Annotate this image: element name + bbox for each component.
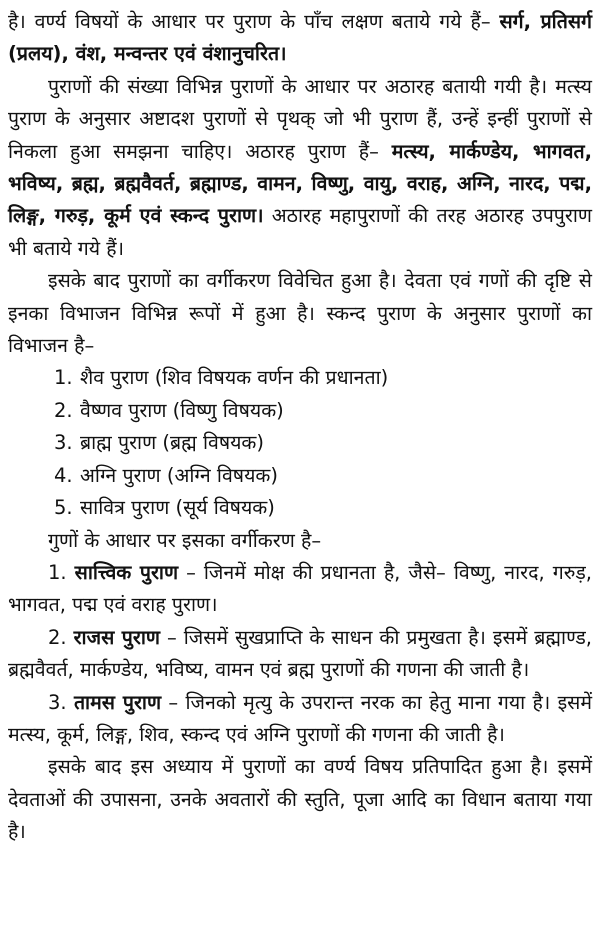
list-number: 2. [54, 398, 73, 422]
guna-text: – जिसमें सुखप्राप्ति के साधन की प्रमुखता है। इसमें ब्रह्माण्ड, ब्रह्मवैवर्त, मार्कण्डेय, भविष्य, वामन एवं ब्रह्म पुराणों की गणना की जाती है। [8, 625, 592, 682]
guna-title: सात्त्विक पुराण [74, 560, 179, 584]
list-item [54, 395, 592, 427]
list-text: अग्नि पुराण (अग्नि विषयक) [80, 463, 278, 487]
list-text: वैष्णव पुराण (विष्णु विषयक) [80, 398, 284, 422]
list-text: शैव पुराण (शिव विषयक वर्णन की प्रधानता) [80, 366, 389, 390]
list-number: 1. [54, 366, 73, 390]
list-text: ब्राह्म पुराण (ब्रह्म विषयक) [80, 431, 265, 455]
paragraph-text: है। वर्ण्य विषयों के आधार पर पुराण के पाँच लक्षण बताये गये हैं– [8, 10, 500, 33]
paragraph-subject-matter [8, 751, 592, 848]
paragraph-text: इसके बाद इस अध्याय में पुराणों का वर्ण्य विषय प्रतिपादित हुआ है। इसमें देवताओं की उपासना, उनके अवतारों की स्तुति, पूजा आदि का विधान बताया गया है। [8, 755, 592, 844]
bold-purana-list: मत्स्य, मार्कण्डेय, भागवत, भविष्य, ब्रह्म, ब्रह्मवैवर्त, ब्रह्माण्ड, वामन, विष्णु, वायु, वराह, अग्नि, नारद, पद्म, लिङ्ग, गरुड़, कूर्म एवं स्कन्द पुराण। [8, 139, 592, 228]
list-number: 3. [54, 431, 73, 455]
paragraph-purana-count [8, 71, 592, 265]
paragraph-text: अठारह महापुराणों की तरह अठारह उपपुराण भी बताये गये हैं। [8, 204, 592, 260]
guna-item-sattvik [8, 557, 592, 622]
guna-item-rajas [8, 622, 592, 687]
paragraph-classification [8, 265, 592, 362]
deity-classification-list [8, 362, 592, 524]
paragraph-guna-intro [8, 525, 592, 557]
paragraph-text: इसके बाद पुराणों का वर्गीकरण विवेचित हुआ है। देवता एवं गणों की दृष्टि से इनका विभाजन विभिन्न रूपों में हुआ है। स्कन्द पुराण के अनुसार पुराणों का विभाजन है– [8, 269, 592, 358]
guna-text: – जिनको मृत्यु के उपरान्त नरक का हेतु माना गया है। इसमें मत्स्य, कूर्म, लिङ्ग, शिव, स्कन्द एवं अग्नि पुराणों की गणना की जाती है। [8, 690, 592, 746]
guna-text: – जिनमें मोक्ष की प्रधानता है, जैसे– विष्णु, नारद, गरुड़, भागवत, पद्म एवं वराह पुराण। [8, 560, 593, 617]
bold-lakshan-list: सर्ग, प्रतिसर्ग (प्रलय), वंश, मन्वन्तर एवं वंशानुचरित। [8, 10, 592, 66]
paragraph-text: पुराणों की संख्या विभिन्न पुराणों के आधार पर अठारह बतायी गयी है। मत्स्य पुराण के अनुसार अष्टादश पुराणों से पृथक् जो भी पुराण हैं, उन्हें इन्हीं पुराणों से निकला हुआ समझना चाहिए। अठारह पुराण हैं– [8, 74, 592, 163]
paragraph-text: गुणों के आधार पर इसका वर्गीकरण है– [48, 528, 322, 552]
list-number: 5. [54, 496, 73, 520]
guna-title: तामस पुराण [73, 690, 162, 714]
guna-number: 2. [48, 625, 67, 649]
guna-item-tamas [8, 687, 592, 752]
list-text: सावित्र पुराण (सूर्य विषयक) [80, 496, 275, 520]
list-number: 4. [54, 463, 73, 487]
list-item [54, 492, 592, 524]
list-item [54, 427, 592, 459]
list-item [54, 362, 592, 394]
paragraph-lakshan [8, 6, 592, 71]
guna-number: 1. [48, 560, 67, 584]
list-item [54, 460, 592, 492]
guna-title: राजस पुराण [73, 625, 161, 649]
guna-number: 3. [48, 690, 67, 714]
